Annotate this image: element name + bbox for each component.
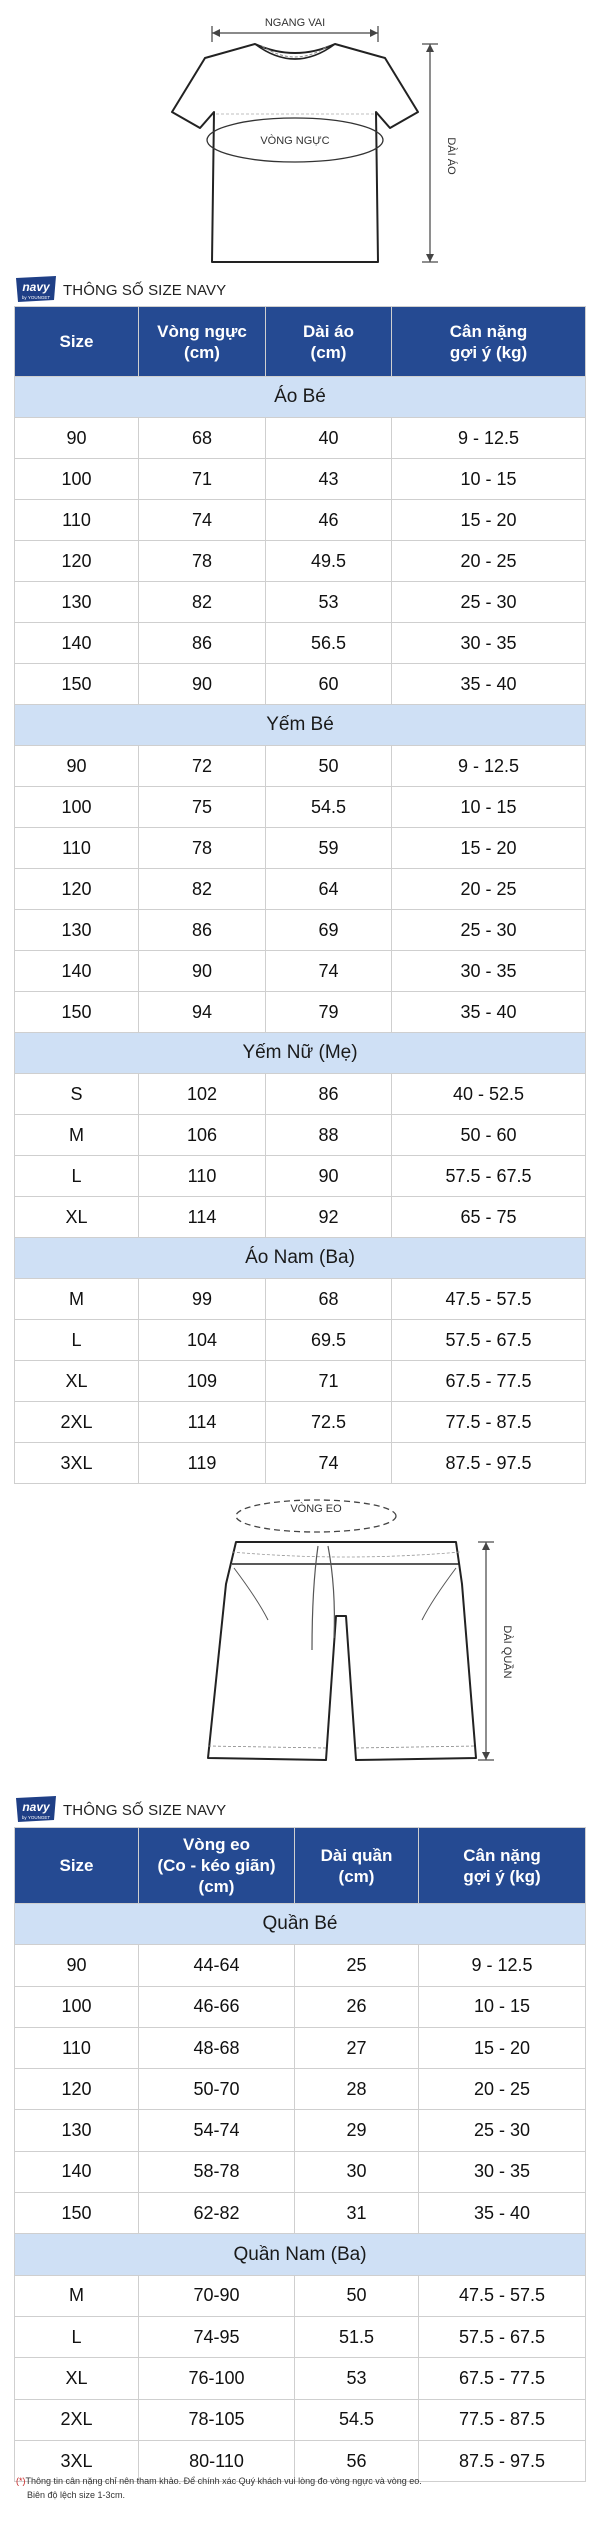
footnote-text-1: Thông tin cân nặng chỉ nên tham khảo. Để chính xác Quý khách vui lòng đo vòng ngực và vòng eo. <box>25 2476 422 2486</box>
shorts-table-row <box>15 2275 586 2316</box>
shirt-table-row <box>15 1402 586 1443</box>
shirt-table-cell: 64 <box>266 869 392 910</box>
shirt-illustration <box>0 0 600 282</box>
shirt-header-cell: Cân nặng gợi ý (kg) <box>392 307 586 377</box>
shirt-table-row <box>15 664 586 705</box>
shirt-table-cell: 59 <box>266 828 392 869</box>
shirt-table-cell: S <box>15 1074 139 1115</box>
shirt-table-cell: 82 <box>139 869 266 910</box>
shirt-table-row <box>15 746 586 787</box>
shirt-table-row <box>15 1074 586 1115</box>
shirt-table-cell: 74 <box>139 500 266 541</box>
shorts-table-cell: 56 <box>295 2440 419 2481</box>
shirt-table-cell: 114 <box>139 1402 266 1443</box>
shirt-table-cell: 78 <box>139 828 266 869</box>
shirt-table-cell: 114 <box>139 1197 266 1238</box>
shirt-table-cell: 110 <box>15 828 139 869</box>
shirt-table-cell: 82 <box>139 582 266 623</box>
svg-text:navy: navy <box>22 280 50 294</box>
shirt-header-cell: Size <box>15 307 139 377</box>
shirt-table-cell: M <box>15 1279 139 1320</box>
shorts-table-cell: 87.5 - 97.5 <box>419 2440 586 2481</box>
shirt-table-cell: 140 <box>15 951 139 992</box>
shorts-size-table <box>14 1827 586 2482</box>
shorts-table-row <box>15 2193 586 2234</box>
shirt-table-row <box>15 951 586 992</box>
shirt-table-cell: 20 - 25 <box>392 541 586 582</box>
shorts-table-cell: L <box>15 2316 139 2357</box>
shirt-table-cell: 86 <box>266 1074 392 1115</box>
shorts-section-title: THÔNG SỐ SIZE NAVY <box>63 1802 227 1819</box>
shirt-table-cell: 3XL <box>15 1443 139 1484</box>
shorts-section-row <box>15 1904 586 1945</box>
shirt-table-cell: XL <box>15 1197 139 1238</box>
shirt-table-cell: 90 <box>15 746 139 787</box>
chest-label: VÒNG NGỰC <box>260 135 330 147</box>
shorts-illustration <box>0 1488 600 1786</box>
shorts-table-cell: 50 <box>295 2275 419 2316</box>
shorts-table-row <box>15 2027 586 2068</box>
shirt-section-title: Áo Bé <box>15 377 586 418</box>
shorts-table-cell: 70-90 <box>139 2275 295 2316</box>
shirt-table-row <box>15 459 586 500</box>
shirt-table-cell: 68 <box>266 1279 392 1320</box>
shirt-table-cell: 72.5 <box>266 1402 392 1443</box>
shirt-table-cell: 87.5 - 97.5 <box>392 1443 586 1484</box>
shorts-table-cell: 78-105 <box>139 2399 295 2440</box>
shorts-section-title: Quần Nam (Ba) <box>15 2234 586 2275</box>
shirt-table-cell: 60 <box>266 664 392 705</box>
shirt-section-title: Yếm Bé <box>15 705 586 746</box>
shirt-table-row <box>15 500 586 541</box>
shirt-table-cell: 100 <box>15 459 139 500</box>
shorts-table-cell: 29 <box>295 2110 419 2151</box>
footnote-line-2: Biên độ lệch size 1-3cm. <box>27 2490 126 2500</box>
shirt-table-cell: 57.5 - 67.5 <box>392 1320 586 1361</box>
shorts-table-cell: 51.5 <box>295 2316 419 2357</box>
shirt-table-row <box>15 1361 586 1402</box>
shorts-table-cell: 25 - 30 <box>419 2110 586 2151</box>
shorts-table-row <box>15 2151 586 2192</box>
shirt-section-title: Áo Nam (Ba) <box>15 1238 586 1279</box>
shorts-table-cell: 110 <box>15 2027 139 2068</box>
shirt-table-row <box>15 992 586 1033</box>
shirt-table-row <box>15 1443 586 1484</box>
shirt-section-title: Yếm Nữ (Mẹ) <box>15 1033 586 1074</box>
shirt-table-cell: 47.5 - 57.5 <box>392 1279 586 1320</box>
shirt-table-row <box>15 1320 586 1361</box>
shorts-table-cell: 77.5 - 87.5 <box>419 2399 586 2440</box>
shorts-table-cell: 54.5 <box>295 2399 419 2440</box>
shirt-table-cell: 88 <box>266 1115 392 1156</box>
shirt-table-cell: 86 <box>139 910 266 951</box>
shirt-table-cell: 43 <box>266 459 392 500</box>
shirt-table-cell: 75 <box>139 787 266 828</box>
shirt-table-cell: 46 <box>266 500 392 541</box>
shorts-table-cell: 28 <box>295 2069 419 2110</box>
shirt-table-cell: 68 <box>139 418 266 459</box>
shirt-table-cell: 92 <box>266 1197 392 1238</box>
shirt-table-cell: 15 - 20 <box>392 500 586 541</box>
shirt-table-cell: 106 <box>139 1115 266 1156</box>
shorts-header-cell: Dài quần (cm) <box>295 1828 419 1904</box>
shirt-table-row <box>15 418 586 459</box>
shirt-header-cell: Dài áo (cm) <box>266 307 392 377</box>
shirt-table-cell: 40 - 52.5 <box>392 1074 586 1115</box>
shirt-table-cell: 50 - 60 <box>392 1115 586 1156</box>
shorts-table-cell: 100 <box>15 1986 139 2027</box>
shirt-table-cell: M <box>15 1115 139 1156</box>
shirt-table-cell: 140 <box>15 623 139 664</box>
shorts-measurement-diagram <box>0 1488 600 1786</box>
shorts-table-cell: 76-100 <box>139 2358 295 2399</box>
svg-text:by YOUNGET: by YOUNGET <box>21 295 51 300</box>
shirt-table-cell: 119 <box>139 1443 266 1484</box>
shorts-table-row <box>15 2316 586 2357</box>
footnote-line-1 <box>16 2474 586 2488</box>
shirt-table-cell: 90 <box>139 664 266 705</box>
shirt-table-cell: 90 <box>266 1156 392 1197</box>
shorts-table-cell: 120 <box>15 2069 139 2110</box>
shirt-table-row <box>15 910 586 951</box>
shirt-table-cell: 130 <box>15 910 139 951</box>
shirt-table-cell: 86 <box>139 623 266 664</box>
shirt-table-cell: 25 - 30 <box>392 582 586 623</box>
shirt-table-cell: 9 - 12.5 <box>392 746 586 787</box>
shorts-section-title: Quần Bé <box>15 1904 586 1945</box>
shorts-section-row <box>15 2234 586 2275</box>
shirt-table-cell: 79 <box>266 992 392 1033</box>
shorts-table-cell: 26 <box>295 1986 419 2027</box>
shirt-table-cell: 30 - 35 <box>392 623 586 664</box>
shoulder-width-label: NGANG VAI <box>264 17 326 29</box>
shirt-table-row <box>15 582 586 623</box>
shirt-table-cell: 130 <box>15 582 139 623</box>
shorts-table-cell: 54-74 <box>139 2110 295 2151</box>
shirt-table-row <box>15 541 586 582</box>
shirt-table-cell: 56.5 <box>266 623 392 664</box>
shorts-table-row <box>15 2069 586 2110</box>
shirt-table-cell: 120 <box>15 541 139 582</box>
shorts-header-cell: Cân nặng gợi ý (kg) <box>419 1828 586 1904</box>
shirt-table-row <box>15 1279 586 1320</box>
shorts-length-label: DÀI QUẦN <box>501 1625 513 1679</box>
shirt-table-cell: 120 <box>15 869 139 910</box>
shirt-table-cell: 72 <box>139 746 266 787</box>
shirt-table-cell: 94 <box>139 992 266 1033</box>
shorts-section-header <box>14 1790 474 1830</box>
shirt-table-cell: 77.5 - 87.5 <box>392 1402 586 1443</box>
waist-label: VÒNG EO <box>290 1503 342 1515</box>
svg-text:by YOUNGET: by YOUNGET <box>21 1815 51 1820</box>
shorts-table-cell: 90 <box>15 1945 139 1986</box>
shirt-table-cell: 69 <box>266 910 392 951</box>
shorts-table-cell: 62-82 <box>139 2193 295 2234</box>
shirt-table-cell: 100 <box>15 787 139 828</box>
shirt-table-cell: 74 <box>266 951 392 992</box>
shirt-table-row <box>15 1115 586 1156</box>
shirt-section-header <box>14 270 474 310</box>
shorts-table-cell: 53 <box>295 2358 419 2399</box>
shorts-table-cell: 57.5 - 67.5 <box>419 2316 586 2357</box>
shirt-table-row <box>15 828 586 869</box>
shorts-table-cell: 30 - 35 <box>419 2151 586 2192</box>
svg-text:navy: navy <box>22 1800 50 1814</box>
navy-logo <box>14 1794 58 1824</box>
shirt-table-cell: 67.5 - 77.5 <box>392 1361 586 1402</box>
shorts-table-cell: 50-70 <box>139 2069 295 2110</box>
shirt-table-cell: 90 <box>15 418 139 459</box>
shorts-table-cell: 47.5 - 57.5 <box>419 2275 586 2316</box>
shirt-table-cell: 78 <box>139 541 266 582</box>
shorts-table-cell: 150 <box>15 2193 139 2234</box>
shirt-table-row <box>15 1156 586 1197</box>
shirt-size-table <box>14 306 586 1484</box>
shirt-section-row <box>15 1033 586 1074</box>
shirt-table-cell: 30 - 35 <box>392 951 586 992</box>
shirt-table-cell: 150 <box>15 664 139 705</box>
shirt-table-row <box>15 1197 586 1238</box>
shorts-table-cell: 31 <box>295 2193 419 2234</box>
shorts-table-cell: 74-95 <box>139 2316 295 2357</box>
shirt-table-cell: 35 - 40 <box>392 992 586 1033</box>
shirt-table-cell: 10 - 15 <box>392 459 586 500</box>
shorts-table-cell: 58-78 <box>139 2151 295 2192</box>
shirt-table-cell: 54.5 <box>266 787 392 828</box>
shorts-table-cell: 44-64 <box>139 1945 295 1986</box>
shirt-table-row <box>15 869 586 910</box>
shorts-table-row <box>15 2110 586 2151</box>
shorts-table-cell: 67.5 - 77.5 <box>419 2358 586 2399</box>
shirt-table-cell: 110 <box>139 1156 266 1197</box>
shorts-table-cell: 25 <box>295 1945 419 1986</box>
shorts-table-cell: 9 - 12.5 <box>419 1945 586 1986</box>
shirt-table-row <box>15 623 586 664</box>
shirt-length-label: DÀI ÁO <box>445 137 457 175</box>
shirt-table-cell: 53 <box>266 582 392 623</box>
shorts-table-cell: 15 - 20 <box>419 2027 586 2068</box>
shorts-table-cell: 20 - 25 <box>419 2069 586 2110</box>
shirt-table-cell: 25 - 30 <box>392 910 586 951</box>
shorts-table-row <box>15 1945 586 1986</box>
shorts-header-cell: Size <box>15 1828 139 1904</box>
shirt-table-cell: 90 <box>139 951 266 992</box>
shirt-table-cell: 9 - 12.5 <box>392 418 586 459</box>
shorts-table-cell: 80-110 <box>139 2440 295 2481</box>
shirt-table-cell: L <box>15 1320 139 1361</box>
shirt-section-row <box>15 1238 586 1279</box>
shirt-table-cell: 20 - 25 <box>392 869 586 910</box>
shorts-table-cell: 140 <box>15 2151 139 2192</box>
shirt-table-cell: 99 <box>139 1279 266 1320</box>
shirt-table-cell: L <box>15 1156 139 1197</box>
shorts-table-cell: 30 <box>295 2151 419 2192</box>
shirt-section-row <box>15 705 586 746</box>
shirt-table-cell: 10 - 15 <box>392 787 586 828</box>
shorts-table-cell: XL <box>15 2358 139 2399</box>
shirt-section-title: THÔNG SỐ SIZE NAVY <box>63 282 227 299</box>
shirt-table-cell: 109 <box>139 1361 266 1402</box>
shirt-table-cell: 102 <box>139 1074 266 1115</box>
shirt-table-cell: 57.5 - 67.5 <box>392 1156 586 1197</box>
shirt-table-cell: 74 <box>266 1443 392 1484</box>
shirt-table-cell: 49.5 <box>266 541 392 582</box>
shirt-table-cell: 50 <box>266 746 392 787</box>
shorts-table-cell: 46-66 <box>139 1986 295 2027</box>
shirt-table-cell: 150 <box>15 992 139 1033</box>
shorts-header-cell: Vòng eo (Co - kéo giãn) (cm) <box>139 1828 295 1904</box>
shirt-measurement-diagram <box>0 0 600 282</box>
shirt-table-cell: 110 <box>15 500 139 541</box>
shorts-table-cell: 130 <box>15 2110 139 2151</box>
shorts-table-cell: 2XL <box>15 2399 139 2440</box>
shirt-table-cell: 69.5 <box>266 1320 392 1361</box>
shirt-table-cell: 71 <box>266 1361 392 1402</box>
shirt-table-cell: 40 <box>266 418 392 459</box>
shirt-table-row <box>15 787 586 828</box>
shirt-table-cell: 35 - 40 <box>392 664 586 705</box>
shorts-table-cell: 10 - 15 <box>419 1986 586 2027</box>
shirt-table-cell: 2XL <box>15 1402 139 1443</box>
shorts-table-cell: M <box>15 2275 139 2316</box>
shorts-table-cell: 35 - 40 <box>419 2193 586 2234</box>
navy-logo <box>14 274 58 304</box>
shirt-table-cell: 15 - 20 <box>392 828 586 869</box>
shirt-table-cell: 65 - 75 <box>392 1197 586 1238</box>
shorts-table-cell: 3XL <box>15 2440 139 2481</box>
shorts-table-row <box>15 2358 586 2399</box>
footnote <box>16 2474 586 2502</box>
shorts-table-cell: 27 <box>295 2027 419 2068</box>
shirt-table-cell: 104 <box>139 1320 266 1361</box>
shirt-header-cell: Vòng ngực (cm) <box>139 307 266 377</box>
footnote-mark: (*) <box>16 2476 26 2486</box>
shirt-section-row <box>15 377 586 418</box>
shorts-table-row <box>15 2399 586 2440</box>
shorts-table-row <box>15 1986 586 2027</box>
shorts-table-cell: 48-68 <box>139 2027 295 2068</box>
shirt-table-cell: 71 <box>139 459 266 500</box>
shirt-table-cell: XL <box>15 1361 139 1402</box>
